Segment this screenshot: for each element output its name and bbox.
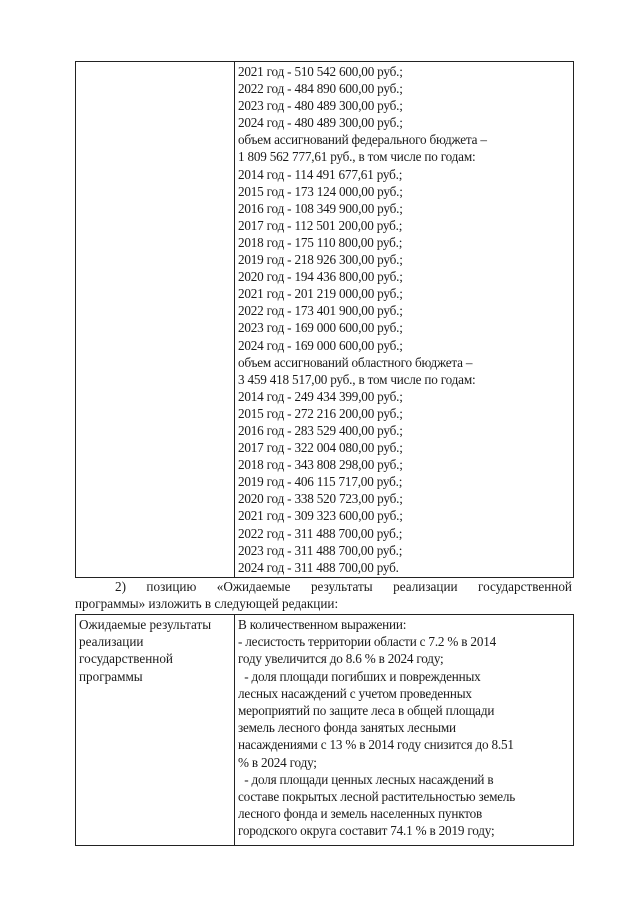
result-line: В количественном выражении: [238,617,407,632]
funding-line: 2023 год - 480 489 300,00 руб.; [238,98,403,114]
expected-results-content [238,616,570,840]
funding-line: 2020 год - 338 520 723,00 руб.; [238,491,403,507]
result-line: лесных насаждений с учетом проведенных [238,685,472,701]
funding-line: 2022 год - 173 401 900,00 руб.; [238,303,403,319]
funding-line: 2024 год - 311 488 700,00 руб. [238,559,399,575]
result-line: лесного фонда и земель населенных пунктов [238,806,483,822]
funding-line: 2024 год - 480 489 300,00 руб.; [238,115,403,131]
funding-line: 2016 год - 283 529 400,00 руб.; [238,422,403,438]
funding-table-right-cell [235,62,573,577]
result-line: % в 2024 году; [238,754,317,770]
funding-line: 2017 год - 112 501 200,00 руб.; [238,217,403,233]
funding-line: 2020 год - 194 436 800,00 руб.; [238,269,403,285]
funding-line: 2015 год - 272 216 200,00 руб.; [238,405,403,421]
amendment-paragraph [75,578,572,612]
funding-line: 2022 год - 484 890 600,00 руб.; [238,81,403,97]
funding-line: 2019 год - 218 926 300,00 руб.; [238,252,403,268]
result-line: мероприятий по защите леса в общей площади [238,703,495,719]
funding-line: 2023 год - 169 000 600,00 руб.; [238,320,403,336]
funding-line: 2023 год - 311 488 700,00 руб.; [238,542,403,558]
funding-line: 2016 год - 108 349 900,00 руб.; [238,200,403,216]
paragraph-line-1: 2) позицию «Ожидаемые результаты реализации государственной [115,579,572,594]
funding-line: 1 809 562 777,61 руб., в том числе по годам: [238,149,476,165]
funding-line: 2024 год - 169 000 600,00 руб.; [238,337,403,353]
expected-results-table [75,614,574,846]
result-line: году увеличится до 8.6 % в 2024 году; [238,651,444,667]
paragraph-line-2: программы» изложить в следующей редакции: [75,596,339,611]
funding-line: 2021 год - 309 323 600,00 руб.; [238,508,403,524]
funding-line: 2018 год - 175 110 800,00 руб.; [238,234,403,250]
expected-results-label-cell [76,615,235,845]
result-line: составе покрытых лесной растительностью земель [238,789,516,805]
funding-table-left-cell [76,62,235,577]
result-line: - лесистость территории области с 7.2 % в 2014 [238,634,496,650]
funding-line: 2018 год - 343 808 298,00 руб.; [238,457,403,473]
funding-line: 2017 год - 322 004 080,00 руб.; [238,440,403,456]
result-line: - доля площади ценных лесных насаждений в [238,771,494,787]
funding-line: объем ассигнований федерального бюджета – [238,132,487,148]
funding-line: 2021 год - 510 542 600,00 руб.; [238,64,403,79]
funding-line: 2014 год - 249 434 399,00 руб.; [238,388,403,404]
funding-table [75,61,574,578]
funding-line: 3 459 418 517,00 руб., в том числе по годам: [238,371,476,387]
expected-results-content-cell [235,615,573,845]
funding-line: 2021 год - 201 219 000,00 руб.; [238,286,403,302]
result-line: насаждениями с 13 % в 2014 году снизится до 8.51 [238,737,514,753]
funding-line: объем ассигнований областного бюджета – [238,354,473,370]
result-line: - доля площади погибших и поврежденных [238,668,481,684]
expected-results-label: Ожидаемые результаты реализации государственной программы [79,617,212,684]
result-line: земель лесного фонда занятых лесными [238,720,456,736]
funding-line: 2019 год - 406 115 717,00 руб.; [238,474,403,490]
result-line: городского округа составит 74.1 % в 2019 году; [238,823,495,839]
funding-line: 2014 год - 114 491 677,61 руб.; [238,166,403,182]
funding-line: 2015 год - 173 124 000,00 руб.; [238,183,403,199]
funding-line: 2022 год - 311 488 700,00 руб.; [238,525,403,541]
